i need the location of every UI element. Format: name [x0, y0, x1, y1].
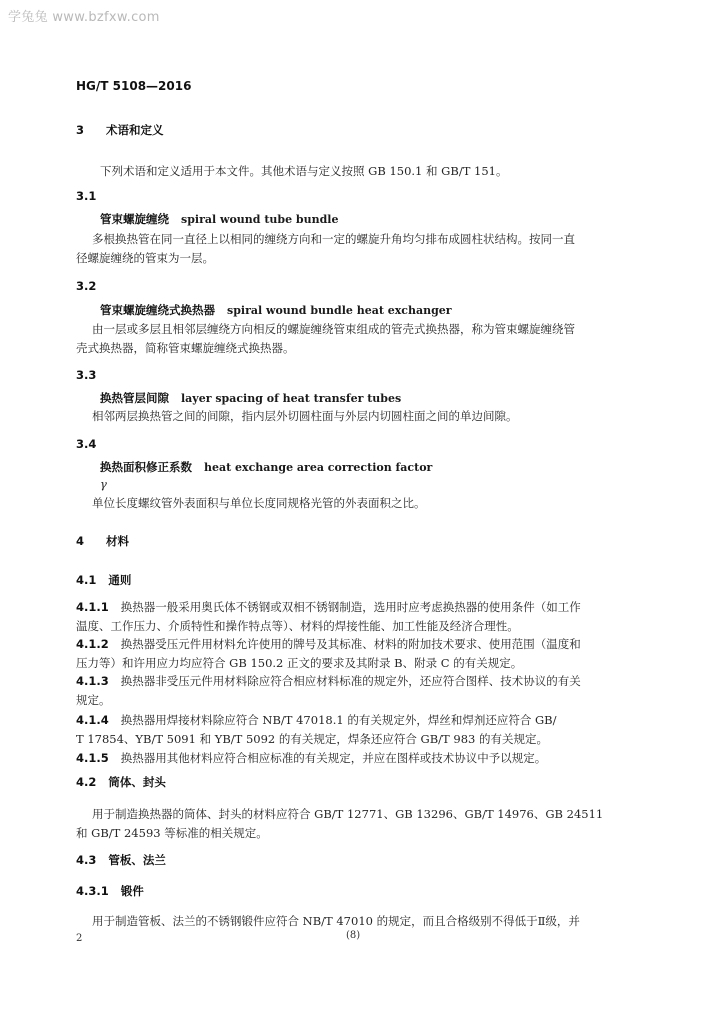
term-definition: 壳式换热器，简称管束螺旋缠绕式换热器。 [76, 341, 295, 355]
term-heading [100, 211, 338, 227]
term-english: spiral wound bundle heat exchanger [227, 304, 452, 317]
term-heading [100, 390, 401, 406]
term-definition: 相邻两层换热管之间的间隙，指内层外切圆柱面与外层内切圆柱面之间的单边间隙。 [92, 409, 518, 423]
clause-text: 换热器非受压元件用材料除应符合相应材料标准的规定外，还应符合图样、技术协议的有关 [120, 674, 581, 688]
subsection-4-2-heading [76, 774, 166, 790]
clause-number: 4.1.3 [76, 674, 109, 688]
term-number: 3.3 [76, 368, 97, 382]
term-english: layer spacing of heat transfer tubes [181, 392, 402, 405]
term-english: heat exchange area correction factor [204, 461, 433, 474]
subsection-number: 4.1 [76, 573, 97, 587]
subsection-title: 通则 [108, 573, 132, 587]
term-name: 管束螺旋缠绕 [100, 212, 169, 226]
term-number: 3.2 [76, 279, 97, 293]
clause-number: 4.1.4 [76, 713, 109, 727]
clause-text: T 17854、YB/T 5091 和 YB/T 5092 的有关规定，焊条还应符合 GB/T 983 的有关规定。 [76, 732, 548, 746]
subsection-4-1-heading [76, 572, 131, 588]
paragraph-text: 和 GB/T 24593 等标准的相关规定。 [76, 826, 268, 840]
clause-text: 换热器一般采用奥氏体不锈钢或双相不锈钢制造，选用时应考虑换热器的使用条件（如工作 [120, 600, 581, 614]
subsection-number: 4.2 [76, 775, 97, 789]
section-4-heading [76, 533, 129, 549]
footer-marker: (8) [346, 930, 361, 941]
subsection-title: 筒体、封头 [108, 775, 166, 789]
term-definition: 多根换热管在同一直径上以相同的缠绕方向和一定的螺旋升角均匀排布成圆柱状结构。按同一直 [92, 232, 575, 246]
term-symbol: γ [100, 477, 107, 491]
clause-4-1-4 [76, 712, 557, 728]
subsection-title: 锻件 [120, 884, 144, 898]
clause-text: 换热器用其他材料应符合相应标准的有关规定，并应在图样或技术协议中予以规定。 [120, 751, 547, 765]
section-number: 4 [76, 534, 85, 548]
term-number: 3.4 [76, 437, 97, 451]
section-3-intro: 下列术语和定义适用于本文件。其他术语与定义按照 GB 150.1 和 GB/T 151。 [100, 164, 508, 178]
paragraph-text: 用于制造换热器的筒体、封头的材料应符合 GB/T 12771、GB 13296、GB/T 14976、GB 24511 [92, 807, 604, 821]
section-title: 材料 [106, 534, 130, 548]
paragraph-text: 用于制造管板、法兰的不锈钢锻件应符合 NB/T 47010 的规定，而且合格级别不得低于Ⅱ级，并 [92, 914, 580, 928]
subsection-4-3-heading [76, 852, 166, 868]
term-english: spiral wound tube bundle [181, 213, 339, 226]
clause-4-1-1 [76, 599, 581, 615]
clause-4-1-3 [76, 673, 581, 689]
clause-4-1-5 [76, 750, 546, 766]
term-name: 管束螺旋缠绕式换热器 [100, 303, 215, 317]
subsection-4-3-1-heading [76, 883, 144, 899]
clause-text: 换热器用焊接材料除应符合 NB/T 47018.1 的有关规定外，焊丝和焊剂还应符合 GB/ [120, 713, 557, 727]
clause-number: 4.1.2 [76, 637, 109, 651]
clause-number: 4.1.5 [76, 751, 109, 765]
clause-text: 温度、工作压力、介质特性和操作特点等）、材料的焊接性能、加工性能及经济合理性。 [76, 619, 519, 633]
clause-number: 4.1.1 [76, 600, 109, 614]
subsection-number: 4.3.1 [76, 884, 109, 898]
clause-text: 规定。 [76, 693, 111, 707]
section-title: 术语和定义 [106, 123, 164, 137]
term-heading [100, 302, 452, 318]
subsection-title: 管板、法兰 [108, 853, 166, 867]
term-name: 换热管层间隙 [100, 391, 169, 405]
clause-text: 换热器受压元件用材料允许使用的牌号及其标准、材料的附加技术要求、使用范围（温度和 [120, 637, 581, 651]
clause-4-1-2 [76, 636, 581, 652]
term-number: 3.1 [76, 189, 97, 203]
term-definition: 由一层或多层且相邻层缠绕方向相反的螺旋缠绕管束组成的管壳式换热器，称为管束螺旋缠绕管 [92, 322, 575, 336]
section-3-heading [76, 122, 164, 138]
term-definition: 单位长度螺纹管外表面积与单位长度同规格光管的外表面积之比。 [92, 496, 426, 510]
watermark: 学兔兔 www.bzfxw.com [8, 10, 160, 25]
clause-text: 压力等）和许用应力均应符合 GB 150.2 正文的要求及其附录 B、附录 C 的有关规定。 [76, 656, 523, 670]
subsection-number: 4.3 [76, 853, 97, 867]
term-definition: 径螺旋缠绕的管束为一层。 [76, 251, 214, 265]
page-number: 2 [76, 933, 83, 944]
section-number: 3 [76, 123, 85, 137]
term-heading [100, 459, 432, 475]
term-name: 换热面积修正系数 [100, 460, 192, 474]
standard-header: HG/T 5108—2016 [76, 79, 192, 93]
